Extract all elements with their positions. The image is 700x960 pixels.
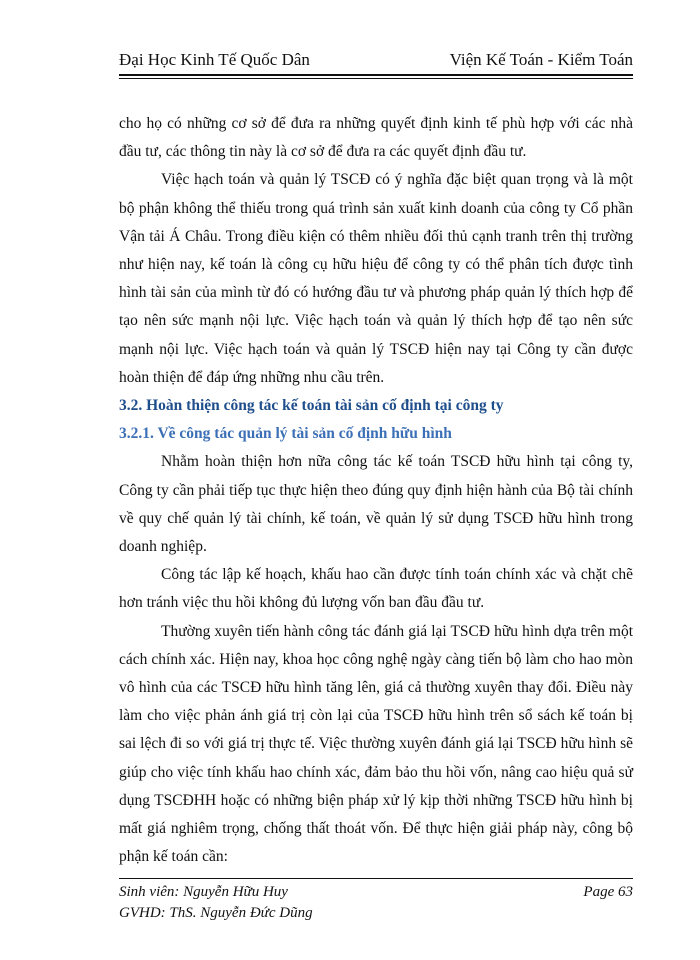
page-footer bbox=[119, 882, 633, 924]
page-body bbox=[119, 110, 633, 871]
paragraph-4: Công tác lập kế hoạch, khấu hao cần được tính toán chính xác và chặt chẽ hơn tránh việc thu hồi không đủ lượng vốn ban đầu đầu tư. bbox=[119, 566, 633, 612]
page-header bbox=[119, 40, 633, 74]
footer-divider bbox=[119, 878, 633, 879]
paragraph-5: Thường xuyên tiến hành công tác đánh giá lại TSCĐ hữu hình dựa trên một cách chính xác. Hiện nay, khoa học công nghệ ngày càng tiến bộ làm cho hao mòn vô hình của các TSCĐ hữu hình tăng lên, giá cả thường xuyên thay đổi. Điều này làm cho việc phản ánh giá trị còn lại của TSCĐ hữu hình trên sổ sách kế toán bị sai lệch đi so với giá trị thực tế. Việc thường xuyên đánh giá lại TSCĐ hữu hình sẽ giúp cho việc tính khấu hao chính xác, đảm bảo thu hồi vốn, nâng cao hiệu quả sử dụng TSCĐHH hoặc có những biện pháp xử lý kịp thời những TSCĐ hữu hình bị mất giá nghiêm trọng, chống thất thoát vốn. Để thực hiện giải pháp này, công bộ phận kế toán cần: bbox=[119, 622, 633, 866]
footer-student: Sinh viên: Nguyễn Hữu Huy bbox=[119, 884, 288, 900]
paragraph-3: Nhằm hoàn thiện hơn nữa công tác kế toán TSCĐ hữu hình tại công ty, Công ty cần phải tiếp tục thực hiện theo đúng quy định hiện hành của Bộ tài chính về quy chế quản lý tài chính, kế toán, về quản lý sử dụng TSCĐ hữu hình trong doanh nghiệp. bbox=[119, 453, 633, 556]
header-university: Đại Học Kinh Tế Quốc Dân bbox=[119, 50, 310, 69]
paragraph-1: cho họ có những cơ sở để đưa ra những quyết định kinh tế phù hợp với các nhà đầu tư, các thông tin này là cơ sở để đưa ra các quyết định đầu tư. bbox=[119, 115, 633, 161]
footer-page-number: Page 63 bbox=[583, 884, 633, 900]
header-institute: Viện Kế Toán - Kiểm Toán bbox=[449, 50, 633, 69]
paragraph-2: Việc hạch toán và quản lý TSCĐ có ý nghĩa đặc biệt quan trọng và là một bộ phận không thể thiếu trong quá trình sản xuất kinh doanh của công ty Cổ phần Vận tải Á Châu. Trong điều kiện có thêm nhiều đối thủ cạnh tranh trên thị trường như hiện nay, kế toán là công cụ hữu hiệu để công ty có thể phân tích được tình hình tài sản của mình từ đó có hướng đầu tư và phương pháp quản lý thích hợp để tạo nên sức mạnh nội lực. Việc hạch toán và quản lý thích hợp để tạo nên sức mạnh nội lực. Việc hạch toán và quản lý TSCĐ hiện nay tại Công ty cần được hoàn thiện để đáp ứng những nhu cầu trên. bbox=[119, 171, 633, 386]
footer-advisor: GVHD: ThS. Nguyễn Đức Dũng bbox=[119, 905, 313, 921]
subsection-heading-3-2-1: 3.2.1. Về công tác quản lý tài sản cố định hữu hình bbox=[119, 425, 452, 443]
section-heading-3-2: 3.2. Hoàn thiện công tác kế toán tài sản cố định tại công ty bbox=[119, 397, 504, 415]
header-divider bbox=[119, 74, 633, 79]
